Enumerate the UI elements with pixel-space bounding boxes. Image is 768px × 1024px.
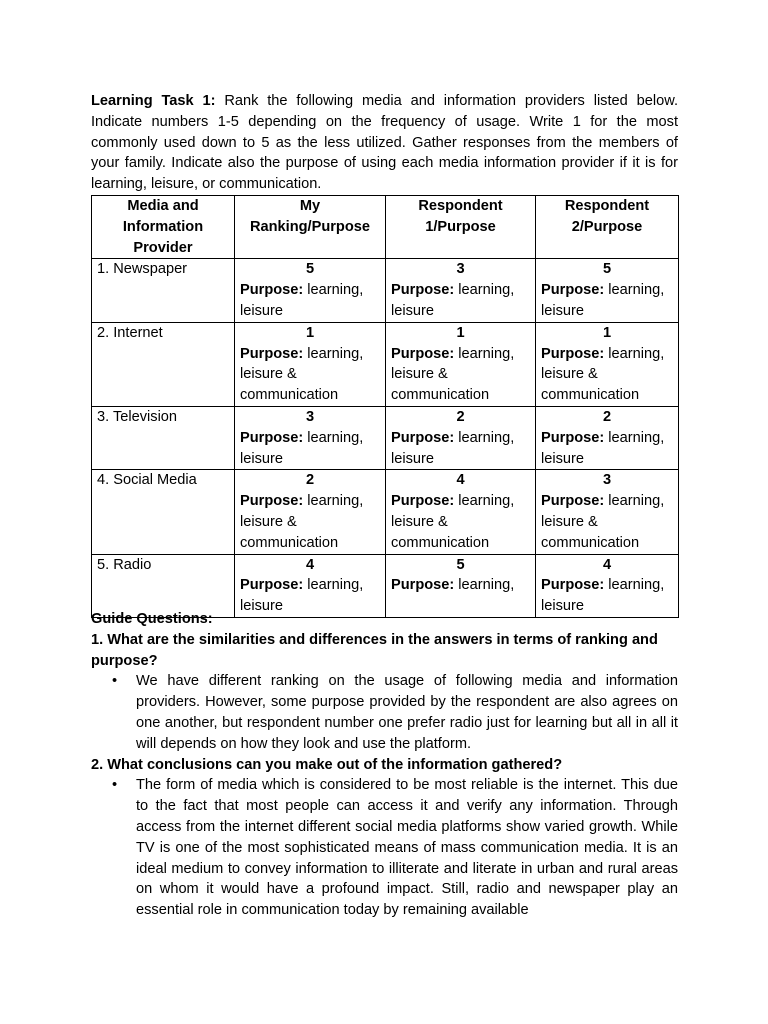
rank-value: 2 [456,408,465,425]
ranking-table [91,195,679,618]
bullet-icon: • [112,777,118,794]
rank-value: 3 [305,408,315,425]
provider-cell: 1. Newspaper [92,259,235,322]
table-row [92,406,679,469]
purpose-value: learning, leisure [391,429,515,467]
rank-value: 1 [456,324,465,341]
rank-value: 5 [602,261,612,278]
ranking-cell [235,322,386,406]
purpose-value: learning, leisure [391,282,515,319]
purpose-label: Purpose: [541,577,605,594]
provider-cell: 3. Television [92,406,235,469]
guide-questions [91,609,678,921]
purpose-value: learning, [454,577,515,594]
guide-title: Guide Questions: [91,611,213,627]
purpose-value: learning, leisure [541,429,665,467]
rank-value: 4 [602,556,612,573]
purpose-label: Purpose: [240,493,304,510]
purpose-label: Purpose: [391,345,455,362]
table-body [92,259,679,618]
rank-value: 5 [456,556,465,573]
purpose-label: Purpose: [240,282,304,299]
answer-2 [91,775,678,921]
purpose-label: Purpose: [391,493,455,510]
question-1: 1. What are the similarities and differences in the answers in terms of ranking and purpose? [91,631,658,669]
ranking-cell [536,554,679,617]
rank-value: 3 [602,472,612,489]
ranking-cell [235,406,386,469]
purpose-value: learning, leisure [240,577,364,615]
purpose-label: Purpose: [391,429,455,446]
purpose-label: Purpose: [240,429,304,446]
answer-1-text: We have different ranking on the usage of following media and information providers. However, some purpose provided by the respondent are also agrees on one another, but respondent number one prefer radio just for learning but all in all it will depends on how they look and use the platform. [136,673,678,752]
purpose-value: learning, leisure & communication [541,493,665,551]
bullet-icon: • [112,673,118,690]
purpose-label: Purpose: [541,345,605,362]
table-header-row [92,196,679,259]
rank-value: 1 [305,324,315,341]
ranking-cell [536,470,679,554]
rank-value: 4 [305,556,315,573]
ranking-cell [386,554,536,617]
ranking-cell [536,259,679,322]
rank-value: 2 [602,408,612,425]
rank-value: 1 [602,324,612,341]
learning-task-instructions: Rank the following media and information providers listed below. Indicate numbers 1-5 depending on the frequency of usage. Write 1 for the most commonly used down to 5 as the less utilized. Gather responses from the members of your family. Indicate also the purpose of using each media information provider if it is for learning, leisure, or communication. [91,93,678,193]
ranking-cell [386,406,536,469]
question-2: 2. What conclusions can you make out of the information gathered? [91,756,563,773]
learning-task-title: Learning Task 1: [91,93,216,109]
answer-1-list [91,671,678,754]
ranking-cell [536,406,679,469]
purpose-label: Purpose: [240,345,304,362]
table-row [92,259,679,322]
rank-value: 4 [456,472,465,489]
ranking-cell [536,322,679,406]
purpose-label: Purpose: [391,577,455,594]
ranking-cell [235,259,386,322]
purpose-value: learning, leisure & communication [240,493,364,551]
table-row [92,470,679,554]
purpose-value: learning, leisure & communication [391,345,515,404]
purpose-value: learning, leisure [541,577,665,615]
ranking-cell [386,259,536,322]
answer-1 [91,671,678,754]
purpose-label: Purpose: [391,282,455,299]
ranking-cell [386,322,536,406]
purpose-label: Purpose: [240,577,304,594]
ranking-cell [386,470,536,554]
table-row [92,322,679,406]
purpose-value: learning, leisure & communication [391,493,515,551]
rank-value: 2 [305,472,315,489]
purpose-label: Purpose: [541,429,605,446]
ranking-cell [235,554,386,617]
table-row [92,554,679,617]
rank-value: 3 [456,261,465,278]
ranking-cell [235,470,386,554]
answer-2-list [91,775,678,921]
provider-cell: 5. Radio [92,554,235,617]
purpose-value: learning, leisure & communication [240,345,364,404]
provider-cell: 4. Social Media [92,470,235,554]
purpose-label: Purpose: [541,493,605,510]
provider-cell: 2. Internet [92,322,235,406]
purpose-value: learning, leisure [240,282,364,319]
purpose-value: learning, leisure & communication [541,345,665,404]
header-provider: Media and Information Provider [92,196,235,259]
header-respondent-2: Respondent 2/Purpose [536,196,679,259]
purpose-value: learning, leisure [541,282,665,319]
header-respondent-1: Respondent 1/Purpose [386,196,536,259]
rank-value: 5 [305,261,315,278]
answer-2-text: The form of media which is considered to be most reliable is the internet. This due to the fact that most people can access it and verify any information. Through access from the internet different social media platforms show varied growth. While TV is one of the most sophisticated means of mass communication media. It is an ideal medium to convey information to illiterate and literate in urban and rural areas on whom it would have a profound impact. Still, radio and newspaper play an essential role in communication today by remaining available [136,777,678,919]
learning-task-intro [91,91,678,195]
purpose-value: learning, leisure [240,429,364,467]
purpose-label: Purpose: [541,282,605,299]
header-my-ranking: My Ranking/Purpose [235,196,386,259]
